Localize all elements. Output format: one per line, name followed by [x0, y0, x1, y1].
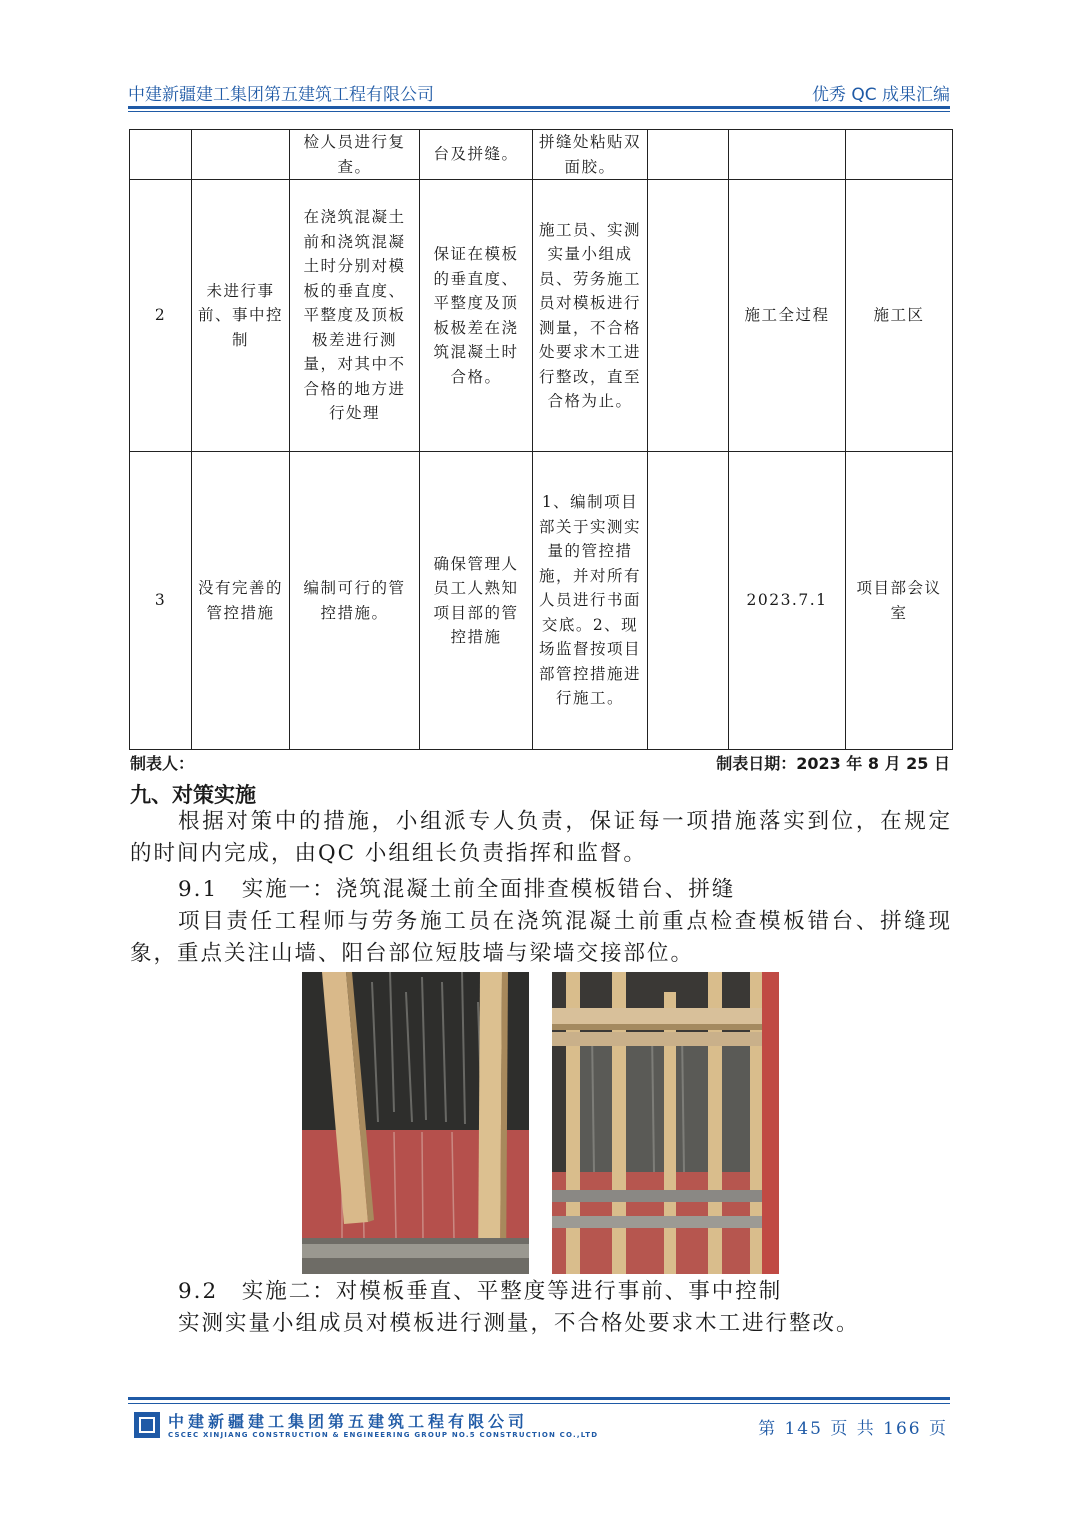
header-rule: [128, 106, 950, 109]
cell-measure: 1、编制项目部关于实测实量的管控措施，并对所有人员进行书面交底。2、现场监督按项目部管控措施进行施工。: [533, 452, 648, 750]
cell-cause: [192, 130, 290, 180]
intro-paragraph: 根据对策中的措施，小组派专人负责，保证每一项措施落实到位，在规定的时间内完成，由QC 小组组长负责指挥和监督。: [130, 809, 952, 866]
header-company: 中建新疆建工集团第五建筑工程有限公司: [128, 85, 434, 105]
header-rule-thin: [128, 111, 950, 112]
cell-countermeasure: 在浇筑混凝土前和浇筑混凝土时分别对模板的垂直度、平整度及顶板极差进行测量，对其中不合格的地方进行处理: [290, 180, 420, 452]
cell-no: 3: [130, 452, 192, 750]
formwork-photo-2: [552, 972, 779, 1274]
footer-company-en: CSCEC XINJIANG CONSTRUCTION & ENGINEERING GROUP NO.5 CONSTRUCTION CO.,LTD: [168, 1431, 599, 1439]
countermeasure-table: [129, 129, 953, 750]
paragraph-9-2: 实测实量小组成员对模板进行测量，不合格处要求木工进行整改。: [178, 1311, 860, 1336]
cell-goal: 确保管理人员工人熟知项目部的管控措施: [420, 452, 533, 750]
footer-rule: [128, 1397, 950, 1400]
page-header: [128, 78, 950, 108]
table-date: 制表日期：2023 年 8 月 25 日: [716, 754, 950, 773]
company-logo-icon: [134, 1412, 160, 1438]
cell-time: 2023.7.1: [729, 452, 846, 750]
table-row: [130, 130, 953, 180]
cell-time: 施工全过程: [729, 180, 846, 452]
cell-cause: 未进行事前、事中控制: [192, 180, 290, 452]
cell-place: 施工区: [846, 180, 953, 452]
cell-cause: 没有完善的管控措施: [192, 452, 290, 750]
cell-place: [846, 130, 953, 180]
cell-no: 2: [130, 180, 192, 452]
cell-time: [729, 130, 846, 180]
cell-measure: 拼缝处粘贴双面胶。: [533, 130, 648, 180]
cell-owner: [648, 452, 729, 750]
page-number: 第 145 页 共 166 页: [758, 1419, 948, 1439]
table-row: [130, 452, 953, 750]
section-title: 九、对策实施: [130, 783, 256, 807]
cell-goal: 保证在模板的垂直度、平整度及顶板极差在浇筑混凝土时合格。: [420, 180, 533, 452]
footer-rule-thin: [128, 1403, 950, 1404]
cell-measure: 施工员、实测实量小组成员、劳务施工员对模板进行测量，不合格处要求木工进行整改，直至合格为止。: [533, 180, 648, 452]
formwork-photo-1: [302, 972, 529, 1274]
cell-owner: [648, 130, 729, 180]
subsection-9-2: 9.2 实施二：对模板垂直、平整度等进行事前、事中控制: [178, 1279, 783, 1304]
cell-goal: 台及拼缝。: [420, 130, 533, 180]
footer-company-cn: 中建新疆建工集团第五建筑工程有限公司: [168, 1412, 529, 1431]
table-row: [130, 180, 953, 452]
cell-countermeasure: 检人员进行复查。: [290, 130, 420, 180]
paragraph-9-1: 项目责任工程师与劳务施工员在浇筑混凝土前重点检查模板错台、拼缝现象，重点关注山墙、阳台部位短肢墙与梁墙交接部位。: [130, 909, 952, 966]
header-title: 优秀 QC 成果汇编: [811, 85, 950, 105]
cell-countermeasure: 编制可行的管控措施。: [290, 452, 420, 750]
cell-place: 项目部会议室: [846, 452, 953, 750]
cell-no: [130, 130, 192, 180]
table-maker: 制表人：: [130, 754, 195, 773]
cell-owner: [648, 180, 729, 452]
subsection-9-1: 9.1 实施一：浇筑混凝土前全面排查模板错台、拼缝: [178, 877, 736, 902]
